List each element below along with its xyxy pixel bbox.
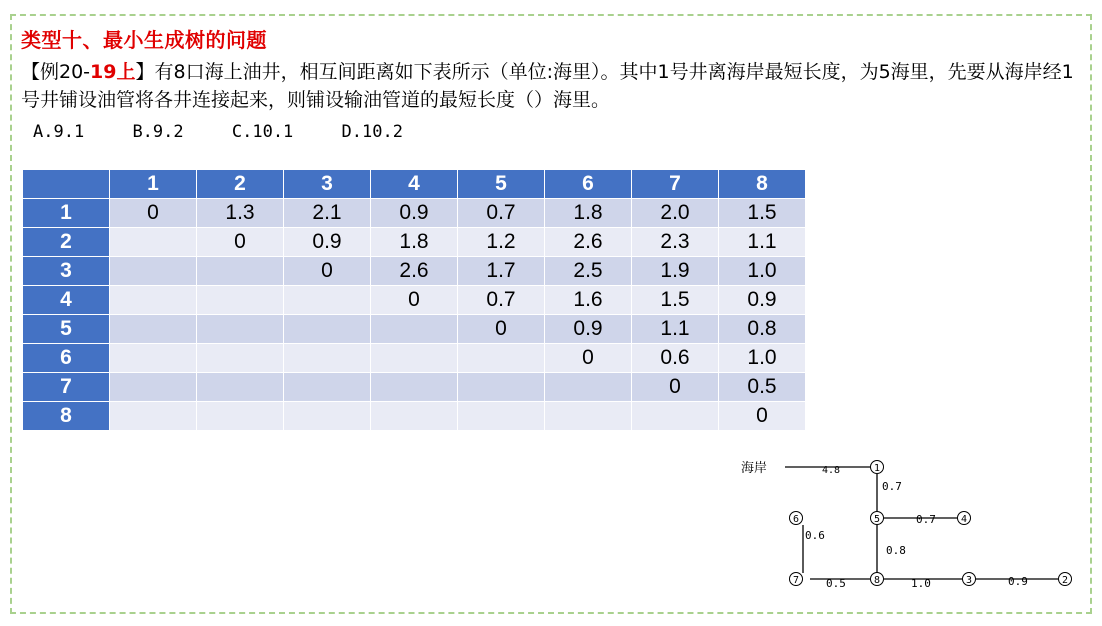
table-cell: 0.9 <box>371 199 458 228</box>
table-col-header: 5 <box>458 170 545 199</box>
node-2 <box>1059 573 1072 587</box>
table-col-header: 6 <box>545 170 632 199</box>
table-row <box>23 373 806 402</box>
table-row-header: 7 <box>23 373 110 402</box>
question-body: 有8口海上油井，相互间距离如下表所示（单位:海里）。其中1号井离海岸最短长度，为5海里，先要从海岸经1号井铺设油管将各井连接起来，则铺设输油管道的最短长度（）海里。 <box>21 61 1074 111</box>
table-cell <box>110 257 197 286</box>
node-1 <box>871 461 884 475</box>
table-cell <box>110 315 197 344</box>
table-cell <box>197 402 284 431</box>
table-row-header: 5 <box>23 315 110 344</box>
edge-label-6-7: 0.6 <box>805 529 825 542</box>
table-cell <box>197 286 284 315</box>
table-cell: 2.0 <box>632 199 719 228</box>
table-cell <box>371 344 458 373</box>
shore-label: 海岸 <box>741 461 768 476</box>
table-cell <box>110 286 197 315</box>
table-row <box>23 344 806 373</box>
answer-options <box>33 122 441 142</box>
table-cell: 1.1 <box>632 315 719 344</box>
table-cell <box>197 257 284 286</box>
table-cell <box>284 373 371 402</box>
table-cell: 0 <box>458 315 545 344</box>
table-row <box>23 286 806 315</box>
table-col-header: 4 <box>371 170 458 199</box>
table-cell <box>458 373 545 402</box>
table-body <box>23 199 806 431</box>
question-open: 【例20- <box>21 61 91 83</box>
svg-text:1: 1 <box>873 463 881 474</box>
table-cell <box>284 315 371 344</box>
table-cell: 0.9 <box>545 315 632 344</box>
edge-label-5-4: 0.7 <box>916 513 936 526</box>
table-col-header: 7 <box>632 170 719 199</box>
table-cell: 0.7 <box>458 286 545 315</box>
table-row <box>23 402 806 431</box>
table-cell: 0.9 <box>284 228 371 257</box>
table-cell <box>197 315 284 344</box>
section-title: 类型十、最小生成树的问题 <box>21 28 267 52</box>
table-col-header: 2 <box>197 170 284 199</box>
table-cell: 2.6 <box>545 228 632 257</box>
table-cell: 2.6 <box>371 257 458 286</box>
table-cell: 0.9 <box>719 286 806 315</box>
table-cell: 2.5 <box>545 257 632 286</box>
table-cell: 1.6 <box>545 286 632 315</box>
edge-label-5-8: 0.8 <box>886 544 906 557</box>
table-cell: 0 <box>545 344 632 373</box>
spanning-tree-diagram <box>735 455 1080 595</box>
table-cell <box>371 373 458 402</box>
question-text <box>21 58 1091 114</box>
table-cell <box>284 402 371 431</box>
table-cell: 1.0 <box>719 344 806 373</box>
svg-text:5: 5 <box>873 514 881 525</box>
table-cell <box>284 286 371 315</box>
table-cell <box>110 228 197 257</box>
svg-text:3: 3 <box>965 575 973 586</box>
table-cell <box>371 315 458 344</box>
table-cell: 1.7 <box>458 257 545 286</box>
table-cell: 1.9 <box>632 257 719 286</box>
option-a[interactable]: A.9.1 <box>33 122 85 142</box>
table-cell <box>545 402 632 431</box>
table-row <box>23 199 806 228</box>
table-cell <box>632 402 719 431</box>
table-row <box>23 315 806 344</box>
svg-text:2: 2 <box>1061 575 1069 586</box>
table-cell: 1.8 <box>545 199 632 228</box>
table-cell: 0 <box>719 402 806 431</box>
table-row-header: 2 <box>23 228 110 257</box>
table-row-header: 8 <box>23 402 110 431</box>
edge-label-1-5: 0.7 <box>882 480 902 493</box>
table-cell <box>458 402 545 431</box>
table-row-header: 1 <box>23 199 110 228</box>
table-cell <box>110 373 197 402</box>
table-cell <box>284 344 371 373</box>
table-cell: 0.6 <box>632 344 719 373</box>
table-corner-cell <box>23 170 110 199</box>
node-5 <box>871 512 884 526</box>
node-3 <box>963 573 976 587</box>
table-cell: 0 <box>197 228 284 257</box>
table-col-header: 3 <box>284 170 371 199</box>
table-col-header: 8 <box>719 170 806 199</box>
edge-label-7-8: 0.5 <box>826 577 846 590</box>
table-cell: 0.8 <box>719 315 806 344</box>
table-cell <box>110 344 197 373</box>
table-row <box>23 257 806 286</box>
node-6 <box>790 512 803 526</box>
table-row-header: 3 <box>23 257 110 286</box>
table-cell <box>197 373 284 402</box>
table-cell: 1.5 <box>632 286 719 315</box>
svg-text:7: 7 <box>792 575 800 586</box>
table-cell <box>545 373 632 402</box>
table-col-header: 1 <box>110 170 197 199</box>
question-close: 】 <box>135 61 155 83</box>
table-cell <box>371 402 458 431</box>
node-7 <box>790 573 803 587</box>
table-cell: 0 <box>632 373 719 402</box>
svg-text:8: 8 <box>873 575 881 586</box>
distance-table <box>22 169 806 431</box>
table-cell: 0 <box>110 199 197 228</box>
table-row-header: 4 <box>23 286 110 315</box>
node-4 <box>958 512 971 526</box>
table-cell: 1.1 <box>719 228 806 257</box>
table-cell: 1.2 <box>458 228 545 257</box>
table-cell: 1.0 <box>719 257 806 286</box>
table-cell: 1.5 <box>719 199 806 228</box>
table-cell <box>197 344 284 373</box>
option-d: D.10.2 <box>341 122 403 142</box>
svg-text:6: 6 <box>792 514 800 525</box>
table-cell: 0 <box>371 286 458 315</box>
question-year-highlight: 19上 <box>90 61 136 83</box>
table-row <box>23 228 806 257</box>
table-cell: 0.7 <box>458 199 545 228</box>
option-c[interactable]: C.10.1 <box>231 122 294 142</box>
table-cell <box>458 344 545 373</box>
node-8 <box>871 573 884 587</box>
table-cell: 1.3 <box>197 199 284 228</box>
table-cell: 2.3 <box>632 228 719 257</box>
table-cell: 0.5 <box>719 373 806 402</box>
table-row-header: 6 <box>23 344 110 373</box>
option-b[interactable]: B.9.2 <box>132 122 184 142</box>
table-cell: 1.8 <box>371 228 458 257</box>
edge-label-8-3: 1.0 <box>911 577 931 590</box>
edge-label-3-2: 0.9 <box>1008 575 1028 588</box>
table-cell: 0 <box>284 257 371 286</box>
svg-text:4: 4 <box>960 514 968 525</box>
edge-label-shore-1: 4.8 <box>822 465 841 476</box>
table-cell: 2.1 <box>284 199 371 228</box>
table-cell <box>110 402 197 431</box>
table-header-row <box>23 170 806 199</box>
